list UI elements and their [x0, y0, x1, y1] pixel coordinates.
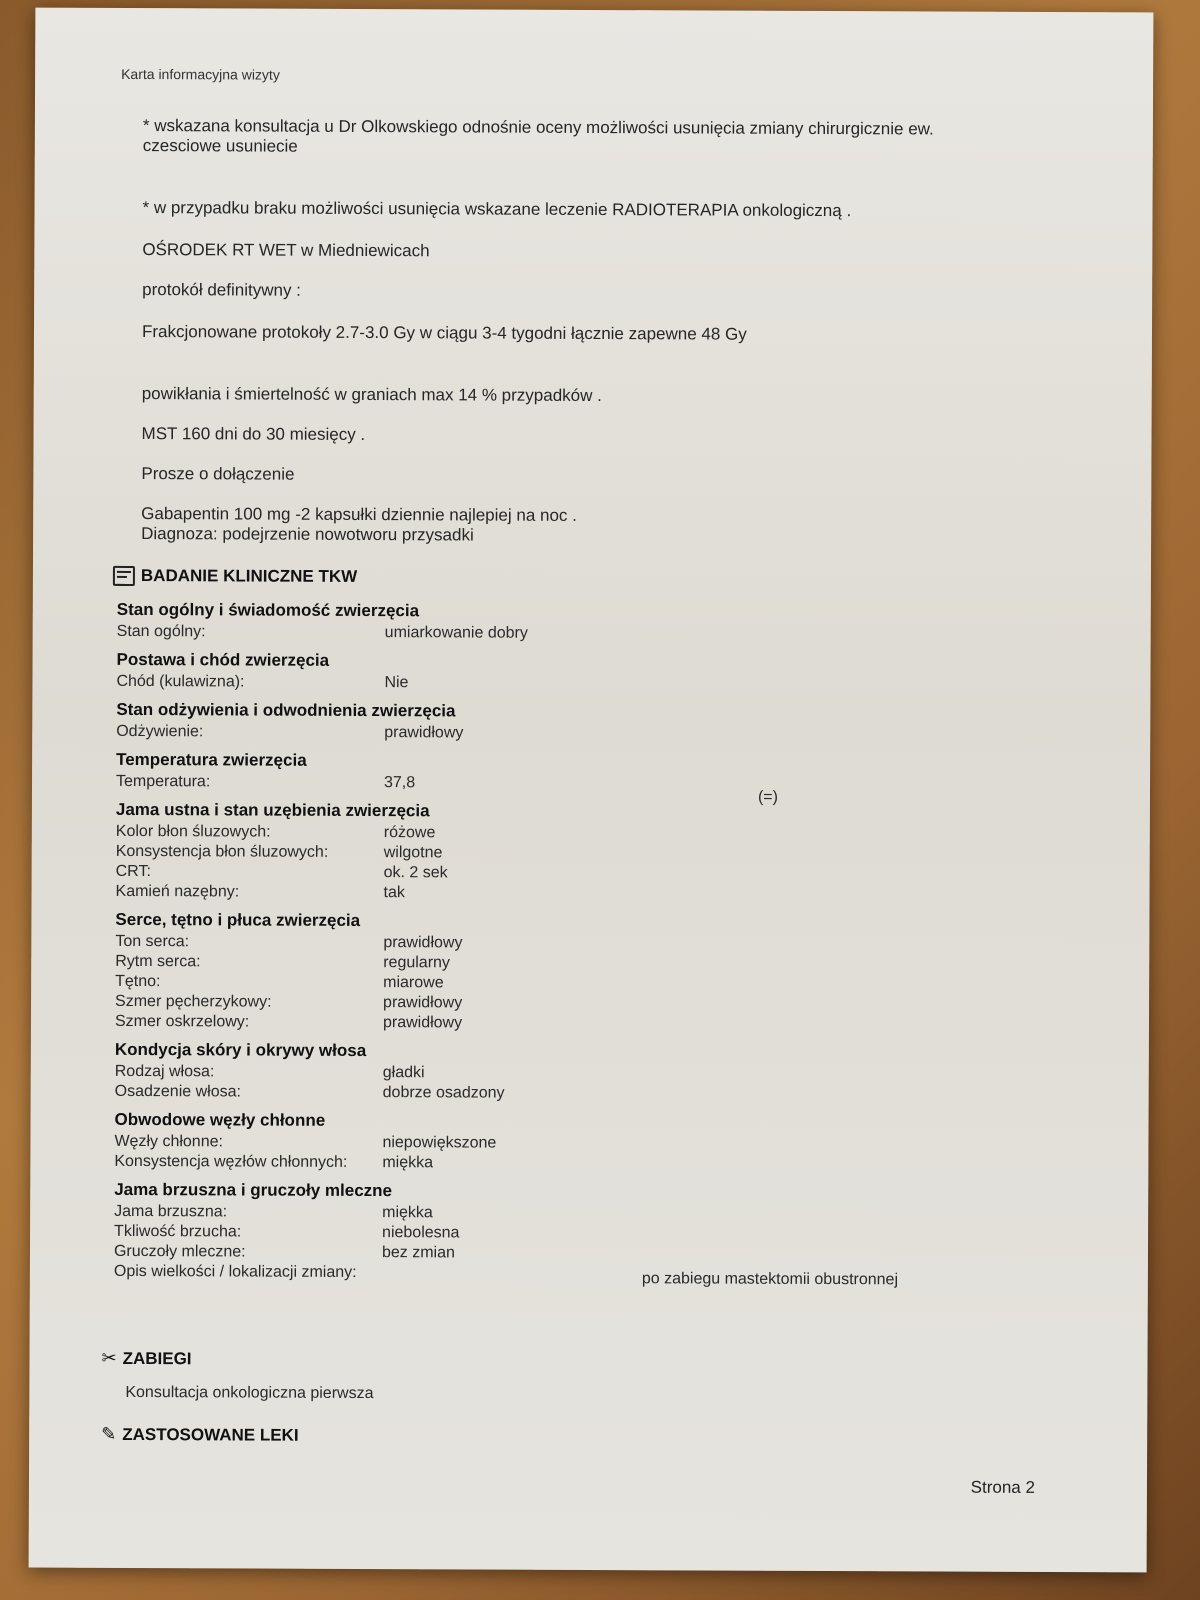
note-gabapentin: Gabapentin 100 mg -2 kapsułki dziennie najlepiej na noc .: [141, 504, 577, 525]
exam-group-temperature: [116, 750, 415, 793]
exam-row: Stan ogólny: umiarkowanie dobry: [116, 622, 528, 642]
procedures-header: [101, 1348, 191, 1369]
page-number: Strona 2: [970, 1477, 1036, 1497]
exam-group-mouth: [116, 800, 448, 903]
note-consultation: * wskazana konsultacja u Dr Olkowskiego odnośnie oceny możliwości usunięcia zmiany chirurgicznie ew.: [142, 116, 934, 139]
exam-section-header: [113, 566, 357, 587]
group-title: Postawa i chód zwierzęcia: [116, 649, 330, 670]
exam-group-posture: [116, 650, 408, 693]
note-mst: MST 160 dni do 30 miesięcy .: [141, 424, 366, 445]
lesion-note: po zabiegu mastektomii obustronnej: [641, 1270, 899, 1289]
procedures-title: ZABIEGI: [122, 1348, 192, 1368]
exam-row: Chód (kulawizna): Nie: [116, 672, 409, 692]
exam-row: Temperatura: 37,8: [115, 772, 416, 792]
exam-group-skin: [115, 1040, 505, 1104]
note-consultation-cont: czesciowe usuniecie: [142, 136, 298, 156]
exam-row: Rytm serca: regularny: [115, 952, 450, 972]
group-title: Serce, tętno i płuca zwierzęcia: [115, 909, 361, 930]
note-diagnosis: Diagnoza: podejrzenie nowotworu przysadki: [141, 524, 474, 545]
exam-row: Gruczoły mleczne: bez zmian: [113, 1242, 455, 1262]
note-center: OŚRODEK RT WET w Miedniewicach: [142, 240, 430, 261]
exam-row: Węzły chłonne: niepowiększone: [114, 1132, 497, 1152]
group-title: Jama ustna i stan uzębienia zwierzęcia: [115, 799, 430, 821]
exam-row: Szmer pęcherzykowy: prawidłowy: [115, 992, 463, 1012]
group-title: Temperatura zwierzęcia: [116, 749, 307, 770]
exam-row: Osadzenie włosa: dobrze osadzony: [114, 1082, 505, 1102]
group-title: Jama brzuszna i gruczoły mleczne: [114, 1179, 393, 1201]
document-header: Karta informacyjna wizyty: [121, 65, 280, 83]
exam-row: Rodzaj włosa: gładki: [114, 1062, 425, 1082]
drugs-header: [101, 1424, 298, 1446]
exam-group-heart: [115, 910, 463, 1034]
note-complications: powikłania i śmiertelność w graniach max 14 % przypadków .: [141, 384, 602, 406]
note-protocol: protokół definitywny :: [142, 280, 301, 300]
exam-group-lymph: [114, 1110, 496, 1174]
exam-row: Konsystencja węzłów chłonnych: miękka: [114, 1152, 434, 1172]
exam-row: CRT: ok. 2 sek: [115, 862, 448, 882]
scissors-icon: ✂: [101, 1347, 117, 1368]
group-title: Stan odżywienia i odwodnienia zwierzęcia: [116, 699, 456, 721]
exam-row: Tkliwość brzucha: niebolesna: [114, 1222, 460, 1242]
exam-row: Tętno: miarowe: [115, 972, 444, 992]
exam-row: Konsystencja błon śluzowych: wilgotne: [115, 842, 443, 862]
temperature-mark: (=): [757, 788, 779, 806]
procedure-item: Konsultacja onkologiczna pierwsza: [125, 1383, 374, 1403]
note-fractions: Frakcjonowane protokoły 2.7-3.0 Gy w ciągu 3-4 tygodni łącznie zapewne 48 Gy: [141, 322, 747, 344]
exam-row: Jama brzuszna: miękka: [114, 1202, 433, 1222]
exam-group-abdomen: [114, 1180, 460, 1284]
clipboard-icon: [113, 566, 135, 586]
document-page: [29, 8, 1154, 1573]
exam-group-general: [117, 600, 528, 644]
group-title: Stan ogólny i świadomość zwierzęcia: [116, 599, 420, 621]
exam-row: Kamień nazębny: tak: [115, 882, 405, 902]
note-request: Prosze o dołączenie: [141, 464, 295, 484]
drugs-title: ZASTOSOWANE LEKI: [122, 1424, 299, 1445]
exam-row: Opis wielkości / lokalizacji zmiany:: [113, 1262, 357, 1281]
exam-group-nutrition: [116, 700, 463, 744]
pill-icon: ✎: [101, 1423, 117, 1444]
exam-row: Kolor błon śluzowych: różowe: [115, 822, 436, 842]
exam-row: Ton serca: prawidłowy: [115, 932, 463, 952]
note-radiotherapy: * w przypadku braku możliwości usunięcia wskazane leczenie RADIOTERAPIA onkologiczną .: [142, 198, 852, 221]
exam-row: Odżywienie: prawidłowy: [116, 722, 464, 742]
exam-row: Szmer oskrzelowy: prawidłowy: [114, 1012, 463, 1032]
exam-title: BADANIE KLINICZNE TKW: [140, 566, 358, 586]
group-title: Kondycja skóry i okrywy włosa: [114, 1039, 367, 1061]
group-title: Obwodowe węzły chłonne: [114, 1109, 326, 1130]
